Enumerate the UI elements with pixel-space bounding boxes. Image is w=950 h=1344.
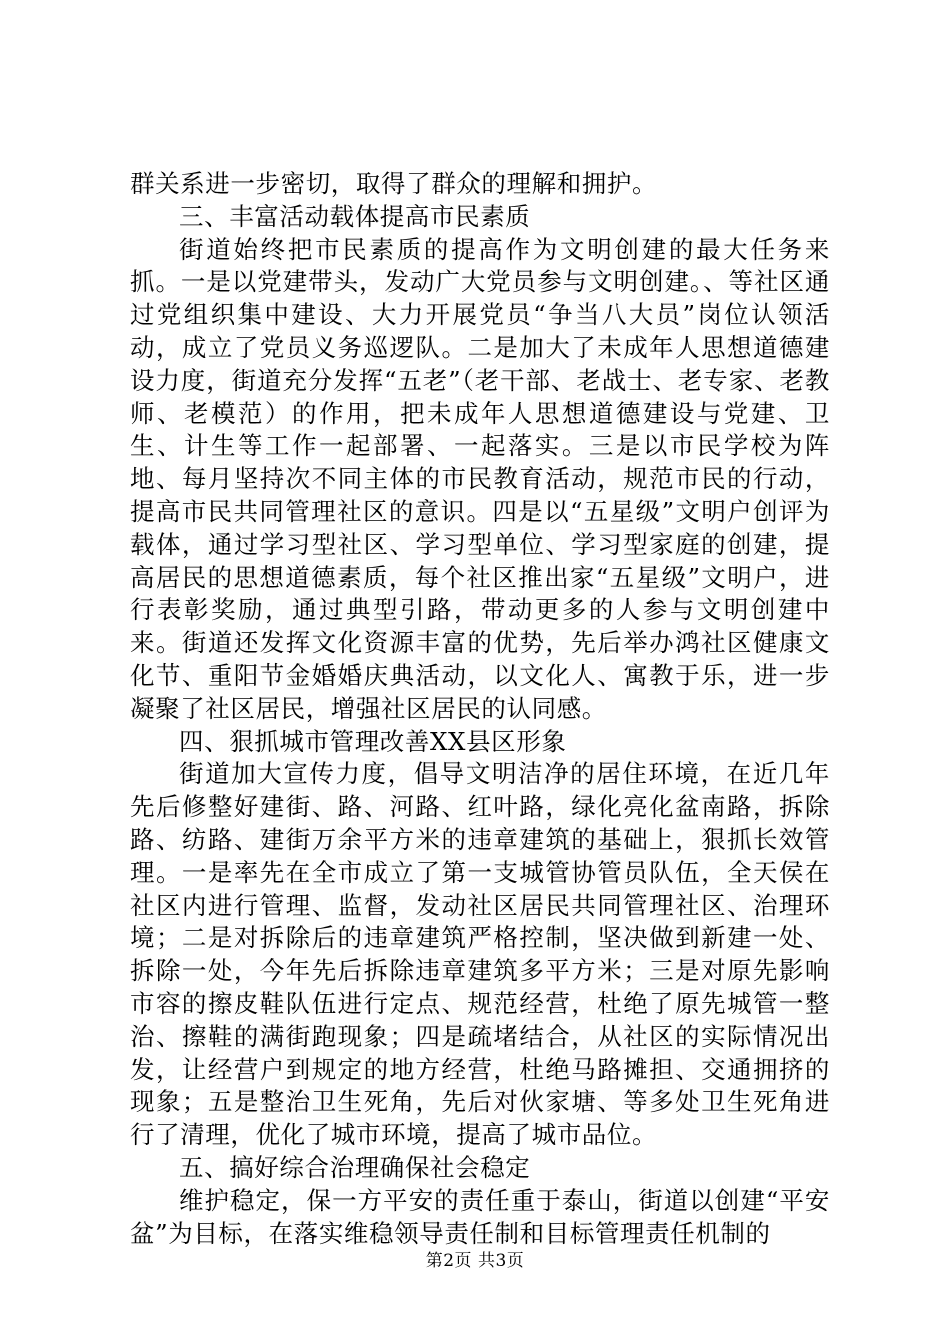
page-number-footer: 第2页 共3页 bbox=[425, 1251, 525, 1271]
body-paragraph-continuation: 群关系进一步密切，取得了群众的理解和拥护。 bbox=[130, 169, 658, 198]
document-body bbox=[130, 168, 830, 1250]
body-paragraph-section-5: 维护稳定，保一方平安的责任重于泰山，街道以创建“平安盆”为目标，在落实维稳领导责任制和目标管理责任机制的 bbox=[130, 1185, 830, 1248]
section-heading-4: 四、狠抓城市管理改善XX县区形象 bbox=[179, 726, 567, 756]
section-heading-3: 三、丰富活动载体提高市民素质 bbox=[179, 201, 531, 231]
body-paragraph-section-3: 街道始终把市民素质的提高作为文明创建的最大任务来抓。一是以党建带头，发动广大党员参与文明创建。、等社区通过党组织集中建设、大力开展党员“争当八大员”岗位认领活动，成立了党员义务巡逻队。二是加大了未成年人思想道德建设力度，街道充分发挥“五老”（老干部、老战士、老专家、老教师、老模范）的作用，把未成年人思想道德建设与党建、卫生、计生等工作一起部署、一起落实。三是以市民学校为阵地、每月坚持次不同主体的市民教育活动，规范市民的行动，提高市民共同管理社区的意识。四是以“五星级”文明户创评为载体，通过学习型社区、学习型单位、学习型家庭的创建，提高居民的思想道德素质，每个社区推出家“五星级”文明户，进行表彰奖励，通过典型引路，带动更多的人参与文明创建中来。街道还发挥文化资源丰富的优势，先后举办鸿社区健康文化节、重阳节金婚婚庆典活动，以文化人、寓教于乐，进一步凝聚了社区居民，增强社区居民的认同感。 bbox=[130, 234, 830, 723]
body-paragraph-section-4: 街道加大宣传力度，倡导文明洁净的居住环境，在近几年先后修整好建街、路、河路、红叶路，绿化亮化盆南路，拆除路、纺路、建街万余平方米的违章建筑的基础上，狠抓长效管理。一是率先在全市成立了第一支城管协管员队伍，全天侯在社区内进行管理、监督，发动社区居民共同管理社区、治理环境；二是对拆除后的违章建筑严格控制，坚决做到新建一处、拆除一处，今年先后拆除违章建筑多平方米；三是对原先影响市容的擦皮鞋队伍进行定点、规范经营，杜绝了原先城管一整治、擦鞋的满街跑现象；四是疏堵结合，从社区的实际情况出发，让经营户到规定的地方经营，杜绝马路摊担、交通拥挤的现象；五是整治卫生死角，先后对伙家塘、等多处卫生死角进行了清理，优化了城市环境，提高了城市品位。 bbox=[130, 759, 830, 1150]
section-heading-5: 五、搞好综合治理确保社会稳定 bbox=[179, 1152, 531, 1182]
